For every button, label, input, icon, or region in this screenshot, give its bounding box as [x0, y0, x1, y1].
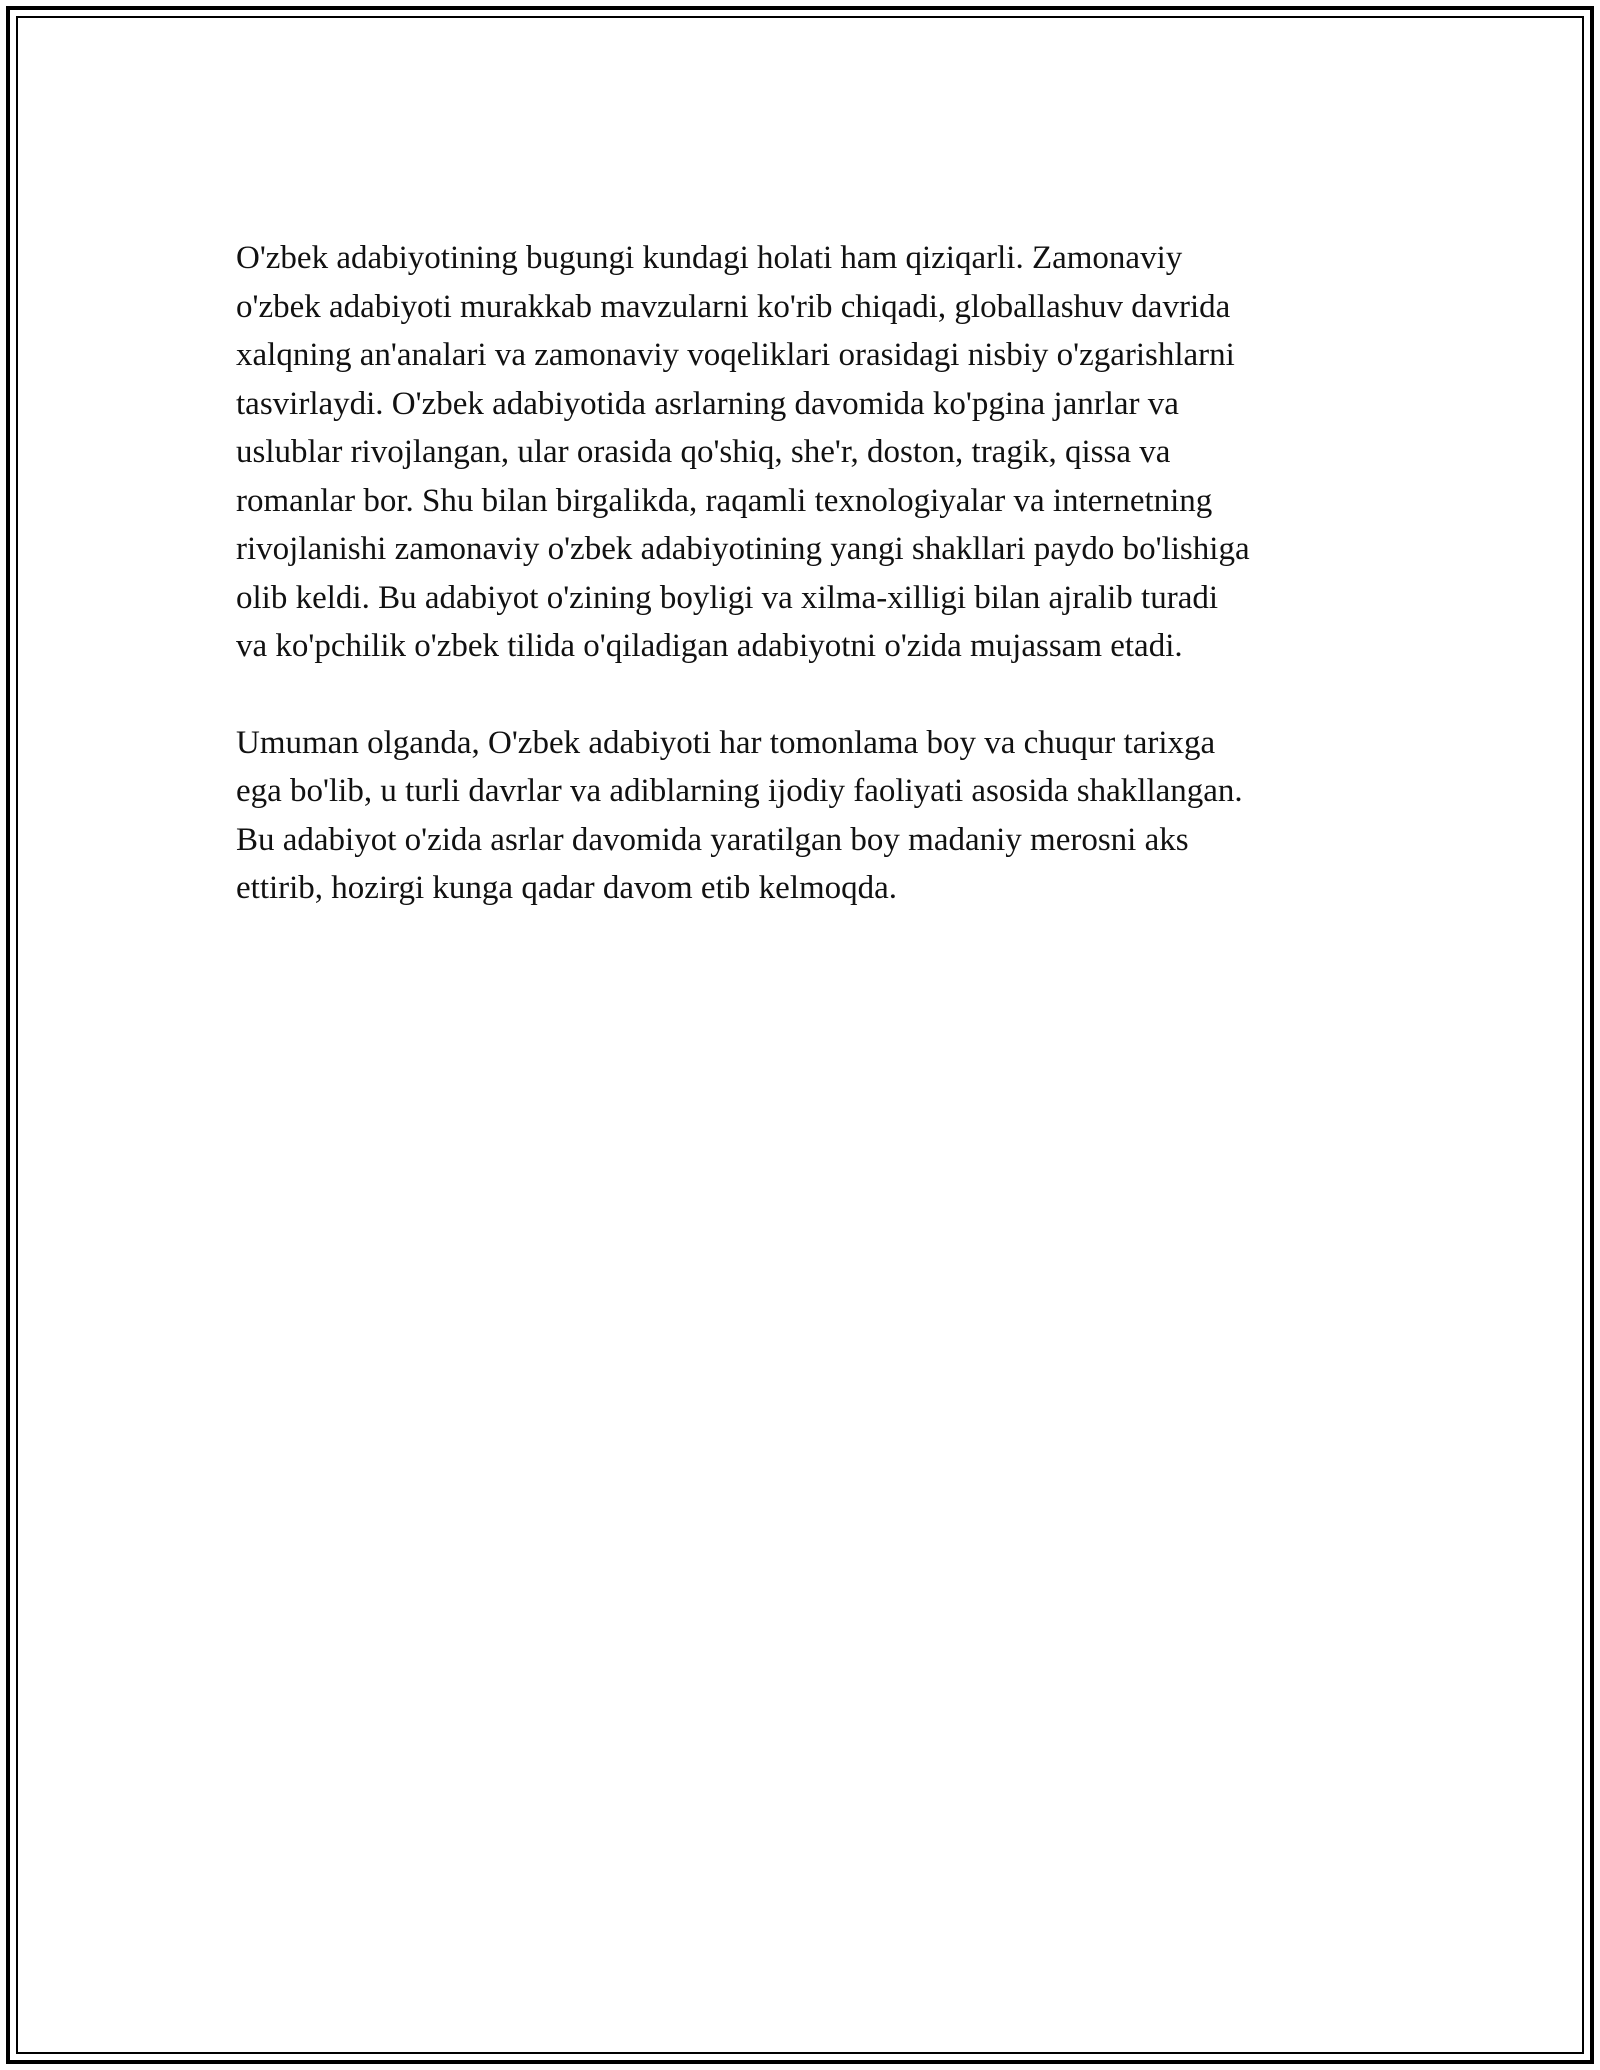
text-line: uslublar rivojlangan, ular orasida qo'shiq, she'r, doston, tragik, qissa va [236, 434, 1171, 470]
text-line: xalqning an'analari va zamonaviy voqeliklari orasidagi nisbiy o'zgarishlarni [236, 337, 1235, 373]
text-line: romanlar bor. Shu bilan birgalikda, raqamli texnologiyalar va internetning [236, 482, 1213, 519]
text-line: O'zbek adabiyotining bugungi kundagi holati ham qiziqarli. Zamonaviy [236, 240, 1183, 276]
document-body [236, 234, 1376, 961]
text-line: tasvirlaydi. O'zbek adabiyotida asrlarning davomida ko'pgina janrlar va [236, 385, 1179, 422]
text-line: ega bo'lib, u turli davrlar va adiblarning ijodiy faoliyati asosida shakllangan. [236, 773, 1243, 809]
text-line: Bu adabiyot o'zida asrlar davomida yaratilgan boy madaniy merosni aks [236, 821, 1189, 858]
paragraph-1 [236, 234, 1376, 671]
text-line: olib keldi. Bu adabiyot o'zining boyligi va xilma-xilligi bilan ajralib turadi [236, 579, 1219, 616]
text-line: rivojlanishi zamonaviy o'zbek adabiyotining yangi shakllari paydo bo'lishiga [236, 531, 1250, 567]
text-line: ettirib, hozirgi kunga qadar davom etib kelmoqda. [236, 870, 898, 906]
text-line: Umuman olganda, O'zbek adabiyoti har tomonlama boy va chuqur tarixga [236, 724, 1216, 761]
paragraph-2 [236, 719, 1376, 913]
text-line: o'zbek adabiyoti murakkab mavzularni ko'rib chiqadi, globallashuv davrida [236, 288, 1231, 325]
text-line: va ko'pchilik o'zbek tilida o'qiladigan adabiyotni o'zida mujassam etadi. [236, 628, 1183, 664]
